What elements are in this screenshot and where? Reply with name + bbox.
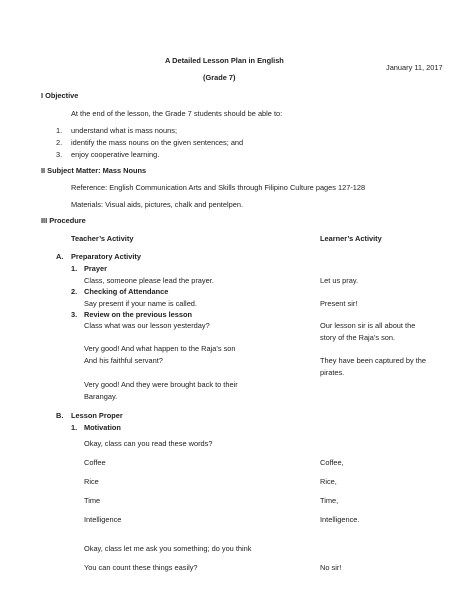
item-number: 1. bbox=[71, 423, 78, 432]
teacher-word: Coffee bbox=[84, 458, 106, 467]
teacher-line: Okay, class can you read these words? bbox=[84, 439, 213, 448]
item-number: 3. bbox=[71, 310, 78, 319]
teacher-word: Rice bbox=[84, 477, 99, 486]
item-title-prayer: Prayer bbox=[84, 264, 108, 273]
objective-intro: At the end of the lesson, the Grade 7 students should be able to: bbox=[71, 109, 283, 118]
teacher-column-header: Teacher’s Activity bbox=[71, 234, 134, 243]
learner-line: They have been captured by the bbox=[320, 356, 427, 365]
teacher-line: You can count these things easily? bbox=[84, 563, 198, 572]
date: January 11, 2017 bbox=[386, 63, 443, 72]
grade-label: (Grade 7) bbox=[203, 73, 236, 82]
learner-word: Coffee, bbox=[320, 458, 344, 467]
subject-materials: Materials: Visual aids, pictures, chalk and pentelpen. bbox=[71, 200, 243, 209]
learner-column-header: Learner’s Activity bbox=[320, 234, 382, 243]
learner-line: No sir! bbox=[320, 563, 342, 572]
item-title-attendance: Checking of Attendance bbox=[84, 287, 169, 296]
section-a-letter: A. bbox=[56, 252, 64, 261]
teacher-line: And his faithful servant? bbox=[84, 356, 163, 365]
learner-word: Intelligence. bbox=[320, 515, 360, 524]
teacher-line: Barangay. bbox=[84, 392, 118, 401]
section-b-title: Lesson Proper bbox=[71, 411, 123, 420]
learner-line: Our lesson sir is all about the bbox=[320, 321, 416, 330]
objective-item-text: understand what is mass nouns; bbox=[71, 126, 177, 135]
teacher-line: Okay, class let me ask you something; do you think bbox=[84, 544, 252, 553]
learner-line: story of the Raja’s son. bbox=[320, 333, 396, 342]
learner-word: Rice, bbox=[320, 477, 337, 486]
teacher-line: Class what was our lesson yesterday? bbox=[84, 321, 210, 330]
teacher-line: Very good! And what happen to the Raja’s son bbox=[84, 344, 236, 353]
learner-line: pirates. bbox=[320, 368, 345, 377]
learner-word: Time, bbox=[320, 496, 339, 505]
procedure-heading: III Procedure bbox=[41, 216, 86, 225]
teacher-word: Time bbox=[84, 496, 101, 505]
teacher-line: Class, someone please lead the prayer. bbox=[84, 276, 214, 285]
item-number: 1. bbox=[71, 264, 78, 273]
objective-item-num: 1. bbox=[56, 126, 63, 135]
objective-item-text: enjoy cooperative learning. bbox=[71, 150, 160, 159]
learner-line: Let us pray. bbox=[320, 276, 359, 285]
objective-item-num: 2. bbox=[56, 138, 63, 147]
objective-item-num: 3. bbox=[56, 150, 63, 159]
teacher-word: Intelligence bbox=[84, 515, 122, 524]
teacher-line: Say present if your name is called. bbox=[84, 299, 197, 308]
item-title-motivation: Motivation bbox=[84, 423, 121, 432]
item-title-review: Review on the previous lesson bbox=[84, 310, 193, 319]
subject-heading: II Subject Matter: Mass Nouns bbox=[41, 166, 147, 175]
subject-reference: Reference: English Communication Arts and Skills through Filipino Culture pages 127-128 bbox=[71, 183, 366, 192]
learner-line: Present sir! bbox=[320, 299, 358, 308]
section-a-title: Preparatory Activity bbox=[71, 252, 141, 261]
teacher-line: Very good! And they were brought back to their bbox=[84, 380, 238, 389]
section-b-letter: B. bbox=[56, 411, 64, 420]
objective-item-text: identify the mass nouns on the given sentences; and bbox=[71, 138, 244, 147]
objective-heading: I Objective bbox=[41, 91, 79, 100]
document-title: A Detailed Lesson Plan in English bbox=[165, 56, 284, 65]
item-number: 2. bbox=[71, 287, 78, 296]
